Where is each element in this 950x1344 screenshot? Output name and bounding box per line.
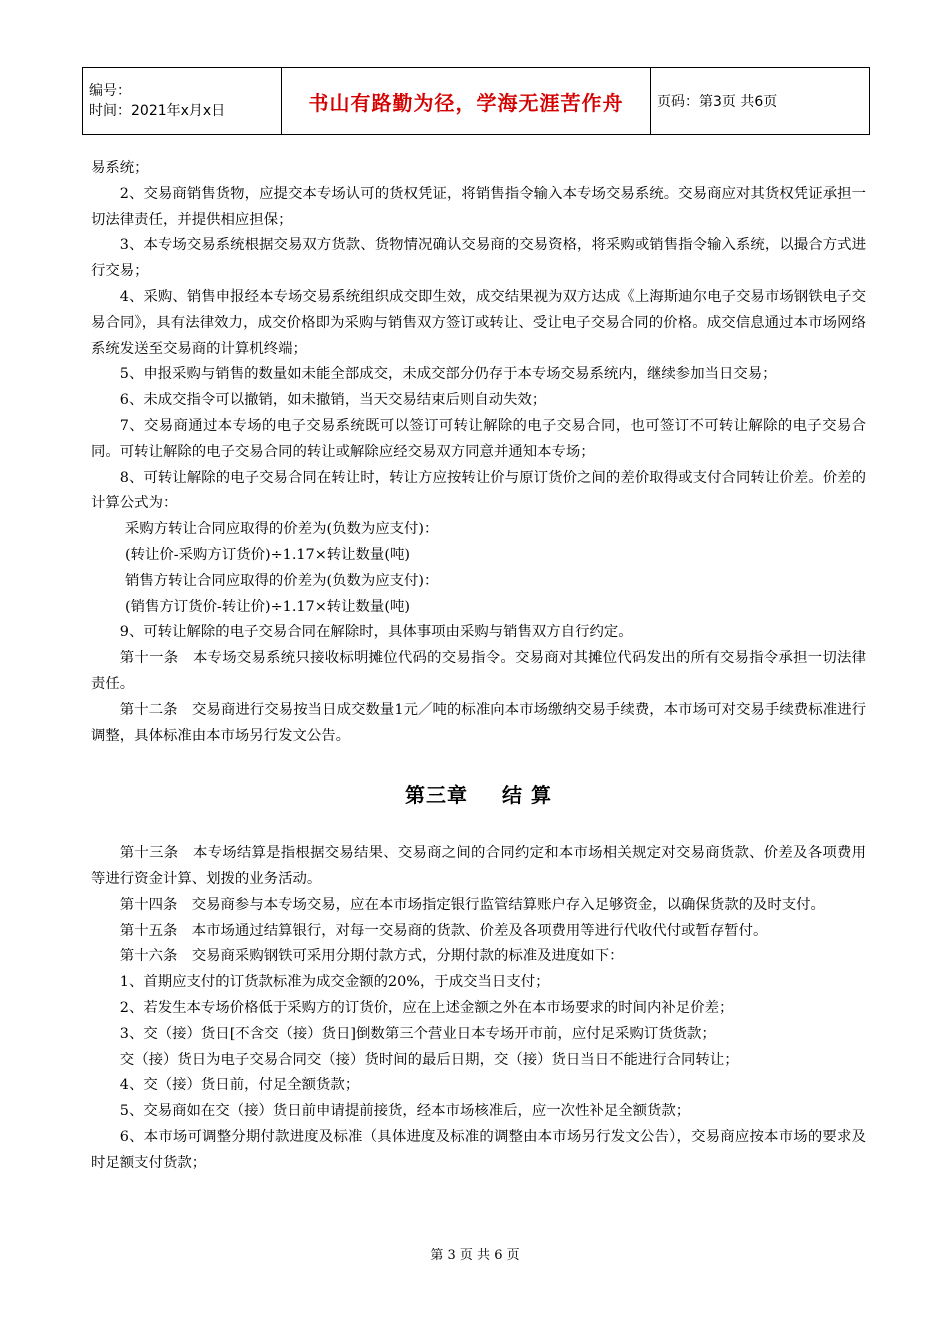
paragraph: 第十五条 本市场通过结算银行，对每一交易商的货款、价差及各项费用等进行代收代付或暂存暂付。 bbox=[119, 922, 768, 939]
formula-line: 采购方转让合同应取得的价差为(负数为应支付)： bbox=[125, 521, 439, 538]
paragraph: 7、交易商通过本专场的电子交易系统既可以签订可转让解除的电子交易合同，也可签订不可转让解除的电子交易合同。可转让解除的电子交易合同的转让或解除应经交易双方同意并通知本专场； bbox=[91, 417, 866, 460]
document-body bbox=[91, 156, 866, 1176]
paragraph: 3、本专场交易系统根据交易双方货款、货物情况确认交易商的交易资格，将采购或销售指令输入系统，以撮合方式进行交易； bbox=[91, 237, 866, 280]
paragraph: 5、交易商如在交（接）货日前申请提前接货，经本市场核准后，应一次性补足全额货款； bbox=[119, 1103, 691, 1120]
paragraph: 第十六条 交易商采购钢铁可采用分期付款方式，分期付款的标准及进度如下： bbox=[119, 948, 624, 965]
formula-line: 销售方转让合同应取得的价差为(负数为应支付)： bbox=[125, 572, 439, 589]
header-motto: 书山有路勤为径，学海无涯苦作舟 bbox=[282, 68, 651, 135]
paragraph: 3、交（接）货日[不含交（接）货日]倒数第三个营业日本专场开市前，应付足采购订货货款； bbox=[119, 1025, 716, 1042]
chapter-number: 第三章 bbox=[405, 783, 469, 808]
page-header bbox=[82, 67, 870, 135]
paragraph: 第十二条 交易商进行交易按当日成交数量1元／吨的标准向本市场缴纳交易手续费，本市场可对交易手续费标准进行调整，具体标准由本市场另行发文公告。 bbox=[91, 701, 866, 744]
paragraph: 第十三条 本专场结算是指根据交易结果、交易商之间的合同约定和本市场相关规定对交易商货款、价差及各项费用等进行资金计算、划拨的业务活动。 bbox=[91, 845, 866, 887]
chapter-title: 结 算 bbox=[502, 783, 552, 808]
paragraph: 9、可转让解除的电子交易合同在解除时，具体事项由采购与销售双方自行约定。 bbox=[119, 624, 633, 641]
paragraph: 4、交（接）货日前，付足全额货款； bbox=[119, 1077, 360, 1094]
paragraph: 4、采购、销售申报经本专场交易系统组织成交即生效，成交结果视为双方达成《上海斯迪尔电子交易市场钢铁电子交易合同》，具有法律效力，成交价格即为采购与销售双方签订或转让、受让电子交易合同的价格。成交信息通过本市场网络系统发送至交易商的计算机终端； bbox=[91, 288, 866, 357]
chapter-heading bbox=[91, 783, 866, 809]
header-page-label: 页码：第3页 共6页 bbox=[651, 68, 870, 135]
paragraph: 6、本市场可调整分期付款进度及标准（具体进度及标准的调整由本市场另行发文公告），交易商应按本市场的要求及时足额支付货款； bbox=[91, 1128, 866, 1171]
formula-line: (销售方订货价-转让价)÷1.17×转让数量(吨) bbox=[125, 598, 410, 615]
header-meta-cell bbox=[83, 68, 282, 135]
paragraph: 第十一条 本专场交易系统只接收标明摊位代码的交易指令。交易商对其摊位代码发出的所有交易指令承担一切法律责任。 bbox=[91, 650, 866, 692]
paragraph: 2、交易商销售货物，应提交本专场认可的货权凭证，将销售指令输入本专场交易系统。交易商应对其货权凭证承担一切法律责任，并提供相应担保； bbox=[91, 185, 866, 228]
paragraph: 2、若发生本专场价格低于采购方的订货价，应在上述金额之外在本市场要求的时间内补足价差； bbox=[119, 999, 734, 1016]
paragraph: 6、未成交指令可以撤销，如未撤销，当天交易结束后则自动失效； bbox=[119, 392, 547, 409]
paragraph: 8、可转让解除的电子交易合同在转让时，转让方应按转让价与原订货价之间的差价取得或支付合同转让价差。价差的计算公式为： bbox=[91, 469, 866, 512]
paragraph: 5、申报采购与销售的数量如未能全部成交，未成交部分仍存于本专场交易系统内，继续参加当日交易； bbox=[119, 366, 777, 383]
paragraph: 1、首期应支付的订货款标准为成交金额的20%，于成交当日支付； bbox=[119, 974, 550, 991]
page-footer: 第 3 页 共 6 页 bbox=[430, 1248, 520, 1263]
paragraph: 交（接）货日为电子交易合同交（接）货时间的最后日期，交（接）货日当日不能进行合同转让； bbox=[119, 1051, 739, 1068]
time-label: 时间：2021年x月x日 bbox=[89, 103, 226, 119]
number-label: 编号： bbox=[89, 83, 131, 99]
paragraph: 易系统； bbox=[91, 160, 149, 176]
paragraph: 第十四条 交易商参与本专场交易，应在本市场指定银行监管结算账户存入足够资金，以确保货款的及时支付。 bbox=[119, 896, 825, 913]
formula-line: (转让价-采购方订货价)÷1.17×转让数量(吨) bbox=[125, 546, 410, 563]
